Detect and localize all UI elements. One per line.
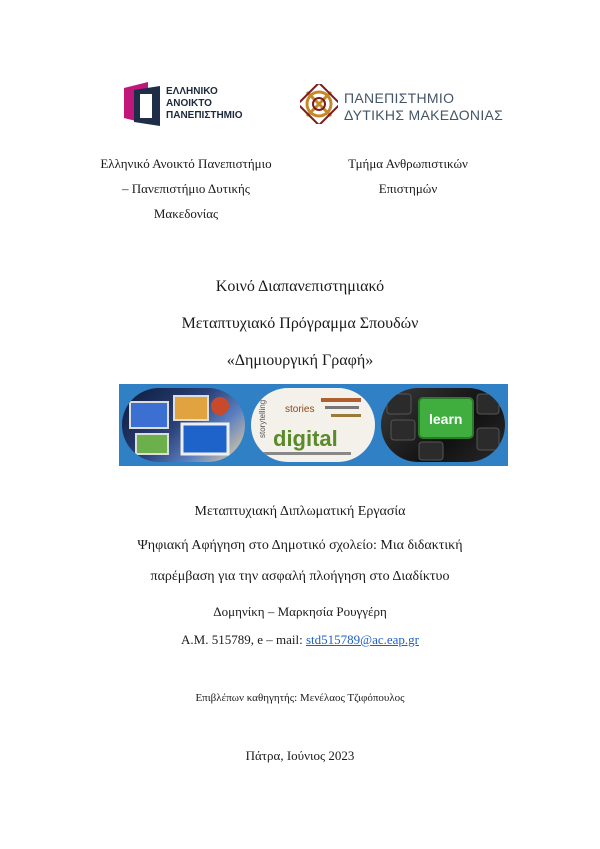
institution-line: – Πανεπιστήμιο Δυτικής <box>122 181 250 196</box>
film-reel-screens-icon <box>122 388 245 462</box>
learn-key-label: learn <box>429 411 463 427</box>
media-screens-image <box>122 388 245 462</box>
eap-logo-mark-icon <box>120 80 164 128</box>
uowm-logo-line: ΠΑΝΕΠΙΣΤΗΜΙΟ <box>344 90 455 106</box>
cover-banner-image <box>119 384 508 466</box>
uowm-logo-line: ΔΥΤΙΚΗΣ ΜΑΚΕΔΟΝΙΑΣ <box>344 107 504 123</box>
student-id-line <box>80 632 520 648</box>
supervisor: Επιβλέπων καθηγητής: Μενέλαος Τζιφόπουλος <box>195 692 405 704</box>
institution-line: Μακεδονίας <box>153 206 219 221</box>
eap-logo-text <box>166 86 243 122</box>
uowm-logo-text <box>344 90 503 124</box>
word-cloud-image <box>251 388 375 462</box>
keyboard-learn-key-icon <box>381 388 505 462</box>
email-link[interactable]: std515789@ac.eap.gr <box>305 632 419 647</box>
department-line: Επιστημών <box>378 181 438 196</box>
thesis-title-line: Ψηφιακή Αφήγηση στο Δημοτικό σχολείο: Μια διδακτική <box>137 538 463 553</box>
thesis-type: Μεταπτυχιακή Διπλωματική Εργασία <box>194 504 406 519</box>
cloud-word: storytelling <box>258 399 267 438</box>
institution-line: Ελληνικό Ανοικτό Πανεπιστήμιο <box>100 156 272 171</box>
institution-name <box>88 151 284 226</box>
eap-logo <box>120 80 250 130</box>
program-title <box>100 268 500 379</box>
thesis-title-line: παρέμβαση για την ασφαλή πλοήγηση στο Διαδίκτυο <box>150 569 450 584</box>
student-id: Α.Μ. 515789, e – mail: <box>181 632 306 647</box>
cloud-word: digital <box>273 426 338 451</box>
program-line: «Δημιουργική Γραφή» <box>226 352 374 369</box>
department-line: Τμήμα Ανθρωπιστικών <box>348 156 468 171</box>
uowm-logo <box>300 84 510 128</box>
uowm-logo-knot-icon <box>300 84 338 124</box>
program-line: Κοινό Διαπανεπιστημιακό <box>215 278 385 295</box>
eap-logo-line: ΕΛΛΗΝΙΚΟ <box>166 86 218 97</box>
keyboard-image <box>381 388 505 462</box>
eap-logo-line: ΠΑΝΕΠΙΣΤΗΜΙΟ <box>166 110 243 121</box>
place-date: Πάτρα, Ιούνιος 2023 <box>245 748 355 763</box>
cloud-word: stories <box>285 404 315 415</box>
eap-logo-line: ΑΝΟΙΚΤΟ <box>166 98 212 109</box>
department-name <box>318 151 498 201</box>
author-name: Δομηνίκη – Μαρκησία Ρουγγέρη <box>213 604 387 619</box>
word-cloud-graphic <box>251 388 375 462</box>
program-line: Μεταπτυχιακό Πρόγραμμα Σπουδών <box>181 315 419 332</box>
